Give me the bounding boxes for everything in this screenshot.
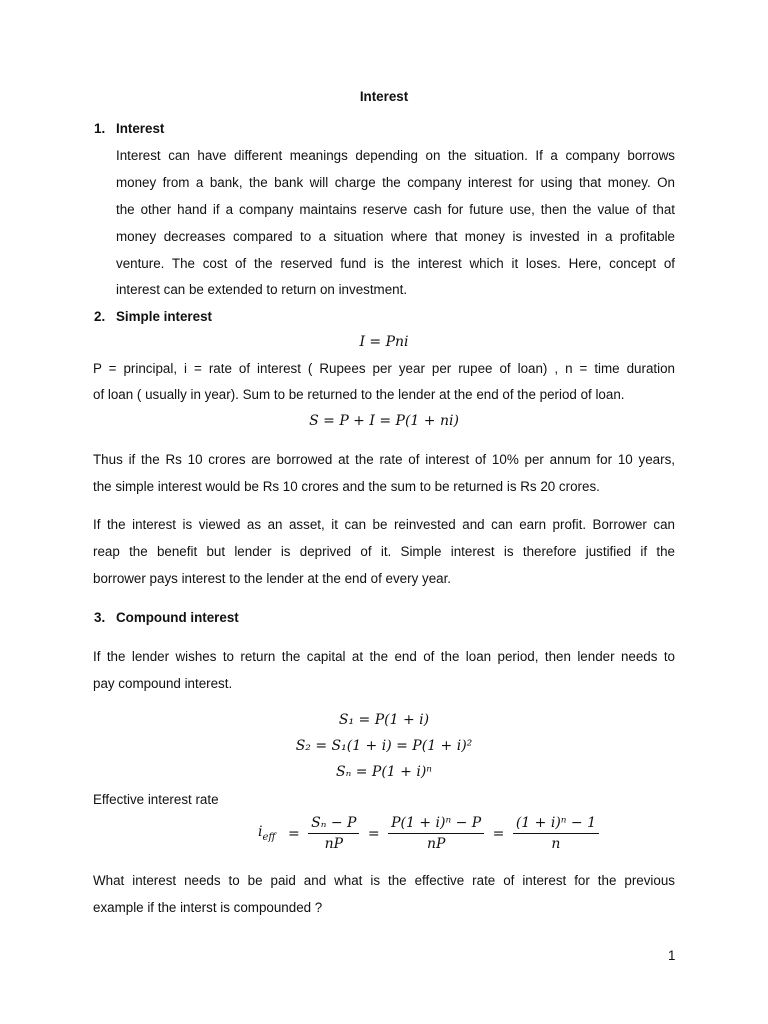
s3-question-line-1: What interest needs to be paid and what is the effective rate of interest for the previous	[93, 873, 675, 888]
s2-asset-line-1: If the interest is viewed as an asset, it can be reinvested and can earn profit. Borrower can	[93, 517, 675, 532]
fraction-1-denominator: nP	[324, 836, 344, 852]
section-3-heading: Compound interest	[116, 610, 239, 625]
formula-simple-interest: I = Pni	[359, 334, 409, 350]
s1-line-1: Interest can have different meanings depending on the situation. If a company borrows	[116, 148, 675, 163]
s3-intro-line-1: If the lender wishes to return the capital at the end of the loan period, then lender needs to	[93, 649, 675, 664]
fraction-3-numerator: (1 + i)ⁿ − 1	[513, 815, 599, 834]
formula-compound-s2: S₂ = S₁(1 + i) = P(1 + i)²	[295, 738, 473, 754]
s1-line-6: interest can be extended to return on investment.	[116, 282, 408, 297]
s2-example-line-1: Thus if the Rs 10 crores are borrowed at the rate of interest of 10% per annum for 10 years,	[93, 452, 675, 467]
section-3-number: 3.	[94, 610, 106, 625]
s1-line-2: money from a bank, the bank will charge the company interest for using that money. On	[116, 175, 675, 190]
section-1-heading: Interest	[116, 121, 165, 136]
s2-asset-line-2: reap the benefit but lender is deprived of it. Simple interest is therefore justified if the	[93, 544, 675, 559]
section-1-number: 1.	[94, 121, 106, 136]
page-number: 1	[668, 948, 676, 963]
fraction-3-denominator: n	[551, 836, 561, 852]
effective-rate-label: Effective interest rate	[93, 792, 219, 807]
fraction-2-numerator: P(1 + i)ⁿ − P	[388, 815, 484, 834]
equals-sign: =	[367, 825, 380, 842]
formula-compound-s1: S₁ = P(1 + i)	[338, 712, 430, 728]
page-title: Interest	[359, 89, 409, 104]
fraction-3	[513, 815, 599, 852]
equals-sign: =	[492, 825, 505, 842]
ieff-lhs: $i_{eff}$	[258, 824, 276, 843]
s2-asset-line-3: borrower pays interest to the lender at the end of every year.	[93, 571, 452, 586]
formula-effective-rate	[254, 815, 596, 852]
s3-intro-line-2: pay compound interest.	[93, 676, 233, 691]
s1-line-4: money decreases compared to a situation where that money is invested in a profitable	[116, 229, 675, 244]
fraction-2	[388, 815, 484, 852]
s2-example-line-2: the simple interest would be Rs 10 crores and the sum to be returned is Rs 20 crores.	[93, 479, 600, 494]
formula-compound-sn: Sₙ = P(1 + i)ⁿ	[336, 764, 432, 780]
s3-question-line-2: example if the interst is compounded ?	[93, 900, 323, 915]
section-2-number: 2.	[94, 309, 106, 324]
fraction-2-denominator: nP	[426, 836, 446, 852]
s1-line-3: the other hand if a company maintains reserve cash for future use, then the value of that	[116, 202, 675, 217]
s1-line-5: venture. The cost of the reserved fund is the interest which it loses. Here, concept of	[116, 256, 675, 271]
s2-definition-line-1: P = principal, i = rate of interest ( Rupees per year per rupee of loan) , n = time duration	[93, 361, 675, 376]
equals-sign: =	[287, 825, 300, 842]
fraction-1	[308, 815, 359, 852]
formula-simple-sum: S = P + I = P(1 + ni)	[309, 413, 459, 429]
s2-definition-line-2: of loan ( usually in year). Sum to be returned to the lender at the end of the period of loan.	[93, 387, 625, 402]
section-2-heading: Simple interest	[116, 309, 212, 324]
fraction-1-numerator: Sₙ − P	[308, 815, 359, 834]
